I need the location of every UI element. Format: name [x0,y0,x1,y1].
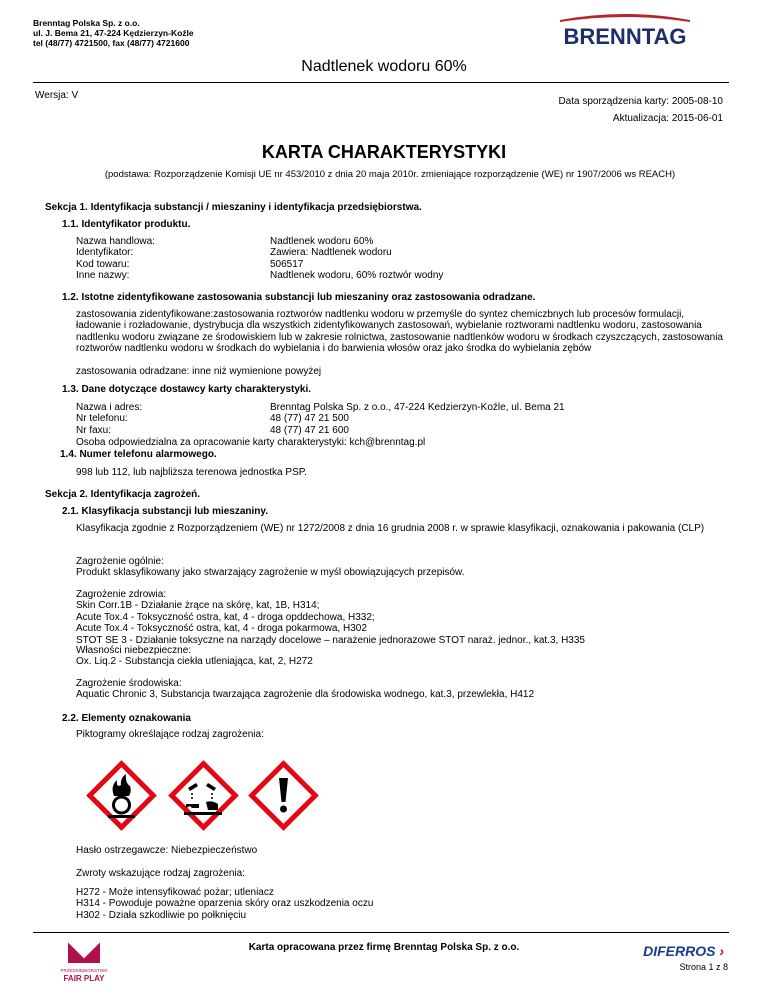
section-2-1-title: 2.1. Klasyfikacja substancji lub mieszaniny. [62,506,269,517]
row-key: Nr faxu: [76,424,112,436]
health-heading: Zagrożenie zdrowia: [76,589,167,600]
row-key: Nazwa i adres: [76,402,143,413]
section-1-2-title: 1.2. Istotne zidentyfikowane zastosowania substancji lub mieszaniny oraz zastosowania odradzane. [62,292,536,303]
footer-text: Karta opracowana przez firmę Brenntag Polska Sp. z o.o. [248,942,520,953]
env-hazard-heading: Zagrożenie środowiska: [76,678,182,689]
page-number: Strona 1 z 8 [679,962,728,972]
general-hazard-text: Produkt sklasyfikowany jako stwarzający zagrożenie w myśl obowiązujących przepisów. [76,567,465,578]
row-value: Nadtlenek wodoru 60% [270,236,374,247]
health-line: Acute Tox.4 - Toksyczność ostra, kat, 4 - droga pokarmowa, H302 [76,623,367,635]
version: Wersja: V [35,90,79,101]
row-key: Inne nazwy: [76,270,130,282]
row-value: 506517 [270,258,304,270]
general-hazard-heading: Zagrożenie ogólnie: [76,556,164,567]
physical-hazard-heading: Własności niebezpieczne: [76,645,192,656]
exclamation-mark-icon [246,758,321,833]
section-1-4-title: 1.4. Numer telefonu alarmowego. [60,449,217,460]
chevron-right-icon: › [715,943,724,959]
section-1-3-title: 1.3. Dane dotyczące dostawcy karty charakterystyki. [62,384,312,395]
main-title: KARTA CHARAKTERYSTYKI [261,142,507,162]
supplier-table [76,402,730,436]
section-1-title: Sekcja 1. Identyfikacja substancji / mieszaniny i identyfikacja przedsiębiorstwa. [45,202,422,213]
hazard-statement: H272 - Może intensyfikować pożar; utleniacz [76,887,274,898]
corrosion-icon [166,758,241,833]
hazard-statements [76,887,726,921]
footer-rule [33,932,729,933]
diferros-text: DIFERROS [643,943,716,959]
date-updated: Aktualizacja: 2015-06-01 [612,113,723,124]
emergency-numbers: 998 lub 112, lub najbliższa terenowa jednostka PSP. [76,467,307,478]
svg-text:PRZEDSIĘBIORSTWO: PRZEDSIĘBIORSTWO [60,968,108,973]
physical-hazard-text: Ox. Liq.2 - Substancja ciekła utleniająca, kat, 2, H272 [76,656,313,667]
health-line: Acute Tox.4 - Toksyczność ostra, kat, 4 - droga opddechowa, H332; [76,611,375,623]
identified-uses: zastosowania zidentyfikowane:zastosowania roztworów nadtlenku wodoru w przemyśle do syntez chemiczbnych lub procesów formulacji, ładowanie i rozładowanie, dystrybucja dla wszystkich zidentyfikowanych zastosowań, wybielanie roztworami nadtlenku wodoru, zastosowania nadtlenku wodoru związane ze środowiskiem lub w zakresie rolnictwa, zastosowanie nadtlenków wodoru w środkach czyszczących, zastosowania roztworów nadtlenku wodoru w środkach do wybielania i do barwienia włosów oraz jako środka do wybielania zębów [76,309,723,355]
brenntag-logo [540,10,710,52]
hazard-statement: H314 - Powoduje poważne oparzenia skóry oraz uszkodzenia oczu [76,898,374,910]
row-value: 48 (77) 47 21 500 [270,413,349,425]
company-name: Brenntag Polska Sp. z o.o. [33,18,140,28]
row-key: Kod towaru: [76,258,130,270]
company-address: ul. J. Bema 21, 47-224 Kędzierzyn-Koźle [33,28,194,38]
section-2-2-title: 2.2. Elementy oznakowania [62,713,191,724]
row-value: 48 (77) 47 21 600 [270,424,349,436]
signal-word: Hasło ostrzegawcze: Niebezpieczeństwo [76,845,258,856]
env-hazard-text: Aquatic Chronic 3, Substancja twarzająca zagrożenie dla środowiska wodnego, kat.3, przewlekła, H412 [76,689,535,700]
health-hazards [76,589,726,646]
product-identifier-table [76,236,730,282]
row-key: Nr telefonu: [76,413,128,425]
row-value: Brenntag Polska Sp. z o.o., 47-224 Kedzierzyn-Koźle, ul. Bema 21 [270,402,565,413]
date-created: Data sporządzenia karty: 2005-08-10 [558,96,723,107]
header-rule [33,82,729,83]
regulation-basis: (podstawa: Rozporządzenie Komisji UE nr 453/2010 z dnia 20 maja 2010r. zmieniające rozporządzenie (WE) nr 1907/2006 ws REACH) [104,169,676,180]
row-value: Nadtlenek wodoru, 60% roztwór wodny [270,270,444,282]
health-line: STOT SE 3 - Działanie toksyczne na narządy docelowe – narażenie jednorazowe STOT naraż. jednor., kat.3, H335 [76,634,585,646]
hazard-statement: H302 - Działa szkodliwie po połknięciu [76,909,247,921]
section-1-1-title: 1.1. Identyfikator produktu. [62,219,191,230]
company-phone: tel (48/77) 4721500, fax (48/77) 4721600 [33,38,190,48]
svg-text:FAIR PLAY: FAIR PLAY [63,974,105,983]
clp-intro: Klasyfikacja zgodnie z Rozporządzeniem (WE) nr 1272/2008 z dnia 16 grudnia 2008 r. w sprawie klasyfikacji, oznakowania i pakowania (CLP) [76,523,705,534]
row-key: Nazwa handlowa: [76,236,155,247]
health-line: Skin Corr.1B - Działanie żrące na skórę, kat, 1B, H314; [76,600,320,612]
product-title: Nadtlenek wodoru 60% [301,58,467,75]
uses-advised-against: zastosowania odradzane: inne niż wymienione powyżej [76,366,322,377]
logo-text: BRENNTAG [563,24,687,49]
hazard-statements-intro: Zwroty wskazujące rodzaj zagrożenia: [76,868,245,879]
section-2-title: Sekcja 2. Identyfikacja zagrożeń. [45,489,201,500]
pictogram-label: Piktogramy określające rodzaj zagrożenia: [76,729,264,740]
row-value: Zawiera: Nadtlenek wodoru [270,247,392,259]
responsible-contact: Osoba odpowiedzialna za opracowanie karty charakterystyki: kch@brenntag.pl [76,437,426,448]
flame-over-circle-icon [84,758,159,833]
diferros-logo [643,943,724,959]
row-key: Identyfikator: [76,247,134,259]
